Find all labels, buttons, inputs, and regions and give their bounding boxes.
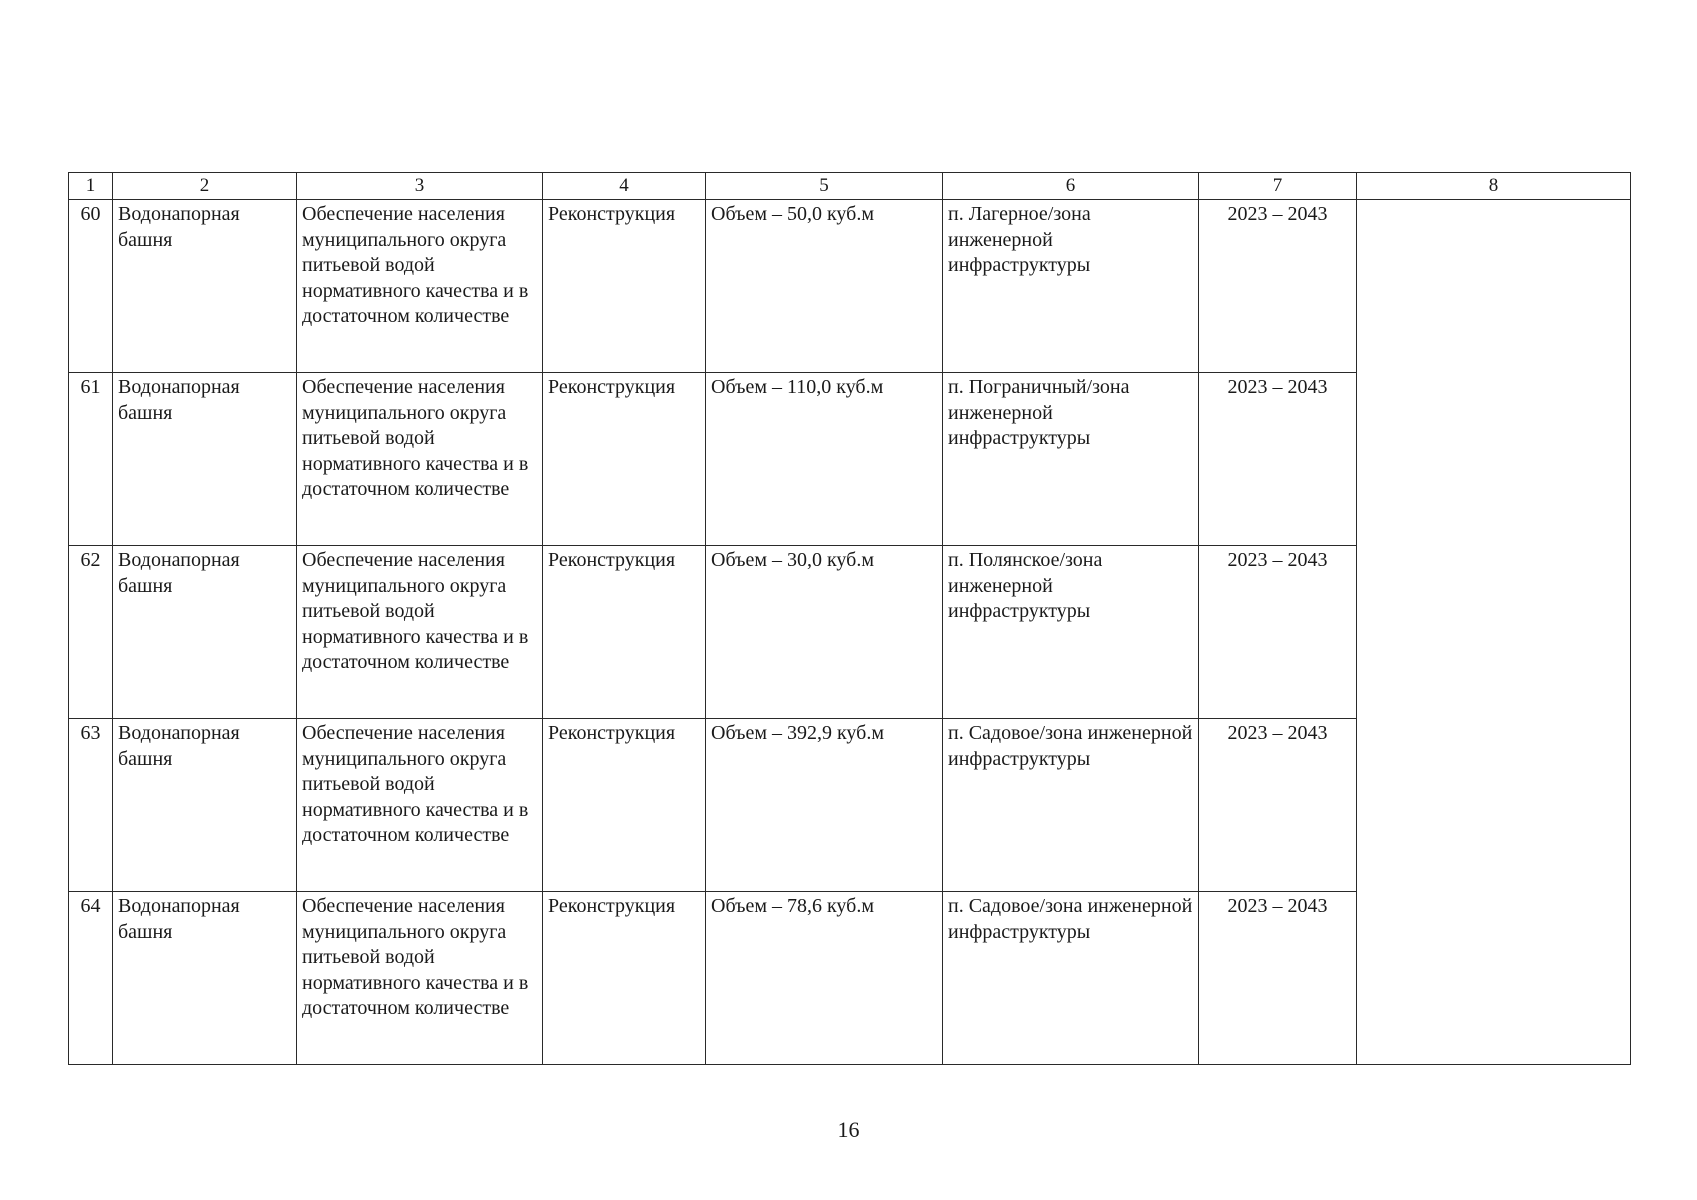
object-location: п. Полянское/зона инженерной инфраструктуры xyxy=(943,546,1199,719)
object-volume: Объем – 392,9 куб.м xyxy=(706,719,943,892)
column-header: 2 xyxy=(113,173,297,200)
object-volume: Объем – 110,0 куб.м xyxy=(706,373,943,546)
object-name: Водонапорная башня xyxy=(113,719,297,892)
work-type: Реконструкция xyxy=(543,200,706,373)
object-volume: Объем – 50,0 куб.м xyxy=(706,200,943,373)
object-location: п. Садовое/зона инженерной инфраструктуры xyxy=(943,719,1199,892)
objects-table xyxy=(68,172,1631,1065)
implementation-years: 2023 – 2043 xyxy=(1199,200,1357,373)
object-purpose: Обеспечение населения муниципального округа питьевой водой нормативного качества и в достаточном количестве xyxy=(297,719,543,892)
column-header: 7 xyxy=(1199,173,1357,200)
row-number: 60 xyxy=(69,200,113,373)
implementation-years: 2023 – 2043 xyxy=(1199,373,1357,546)
work-type: Реконструкция xyxy=(543,892,706,1065)
object-name: Водонапорная башня xyxy=(113,373,297,546)
row-number: 64 xyxy=(69,892,113,1065)
implementation-years: 2023 – 2043 xyxy=(1199,892,1357,1065)
object-purpose: Обеспечение населения муниципального округа питьевой водой нормативного качества и в достаточном количестве xyxy=(297,892,543,1065)
work-type: Реконструкция xyxy=(543,546,706,719)
table-header-row xyxy=(69,173,1631,200)
object-name: Водонапорная башня xyxy=(113,546,297,719)
column-header: 1 xyxy=(69,173,113,200)
object-volume: Объем – 30,0 куб.м xyxy=(706,546,943,719)
page-number: 16 xyxy=(837,1117,860,1142)
column-8-cell xyxy=(1357,200,1631,1065)
work-type: Реконструкция xyxy=(543,373,706,546)
object-volume: Объем – 78,6 куб.м xyxy=(706,892,943,1065)
object-purpose: Обеспечение населения муниципального округа питьевой водой нормативного качества и в достаточном количестве xyxy=(297,546,543,719)
column-header: 4 xyxy=(543,173,706,200)
column-header: 6 xyxy=(943,173,1199,200)
object-purpose: Обеспечение населения муниципального округа питьевой водой нормативного качества и в достаточном количестве xyxy=(297,373,543,546)
column-header: 5 xyxy=(706,173,943,200)
table-row xyxy=(69,200,1631,373)
object-location: п. Лагерное/зона инженерной инфраструктуры xyxy=(943,200,1199,373)
column-header: 8 xyxy=(1357,173,1631,200)
column-header: 3 xyxy=(297,173,543,200)
object-purpose: Обеспечение населения муниципального округа питьевой водой нормативного качества и в достаточном количестве xyxy=(297,200,543,373)
row-number: 63 xyxy=(69,719,113,892)
object-location: п. Садовое/зона инженерной инфраструктуры xyxy=(943,892,1199,1065)
work-type: Реконструкция xyxy=(543,719,706,892)
implementation-years: 2023 – 2043 xyxy=(1199,719,1357,892)
implementation-years: 2023 – 2043 xyxy=(1199,546,1357,719)
row-number: 62 xyxy=(69,546,113,719)
object-location: п. Пограничный/зона инженерной инфраструктуры xyxy=(943,373,1199,546)
row-number: 61 xyxy=(69,373,113,546)
object-name: Водонапорная башня xyxy=(113,892,297,1065)
object-name: Водонапорная башня xyxy=(113,200,297,373)
